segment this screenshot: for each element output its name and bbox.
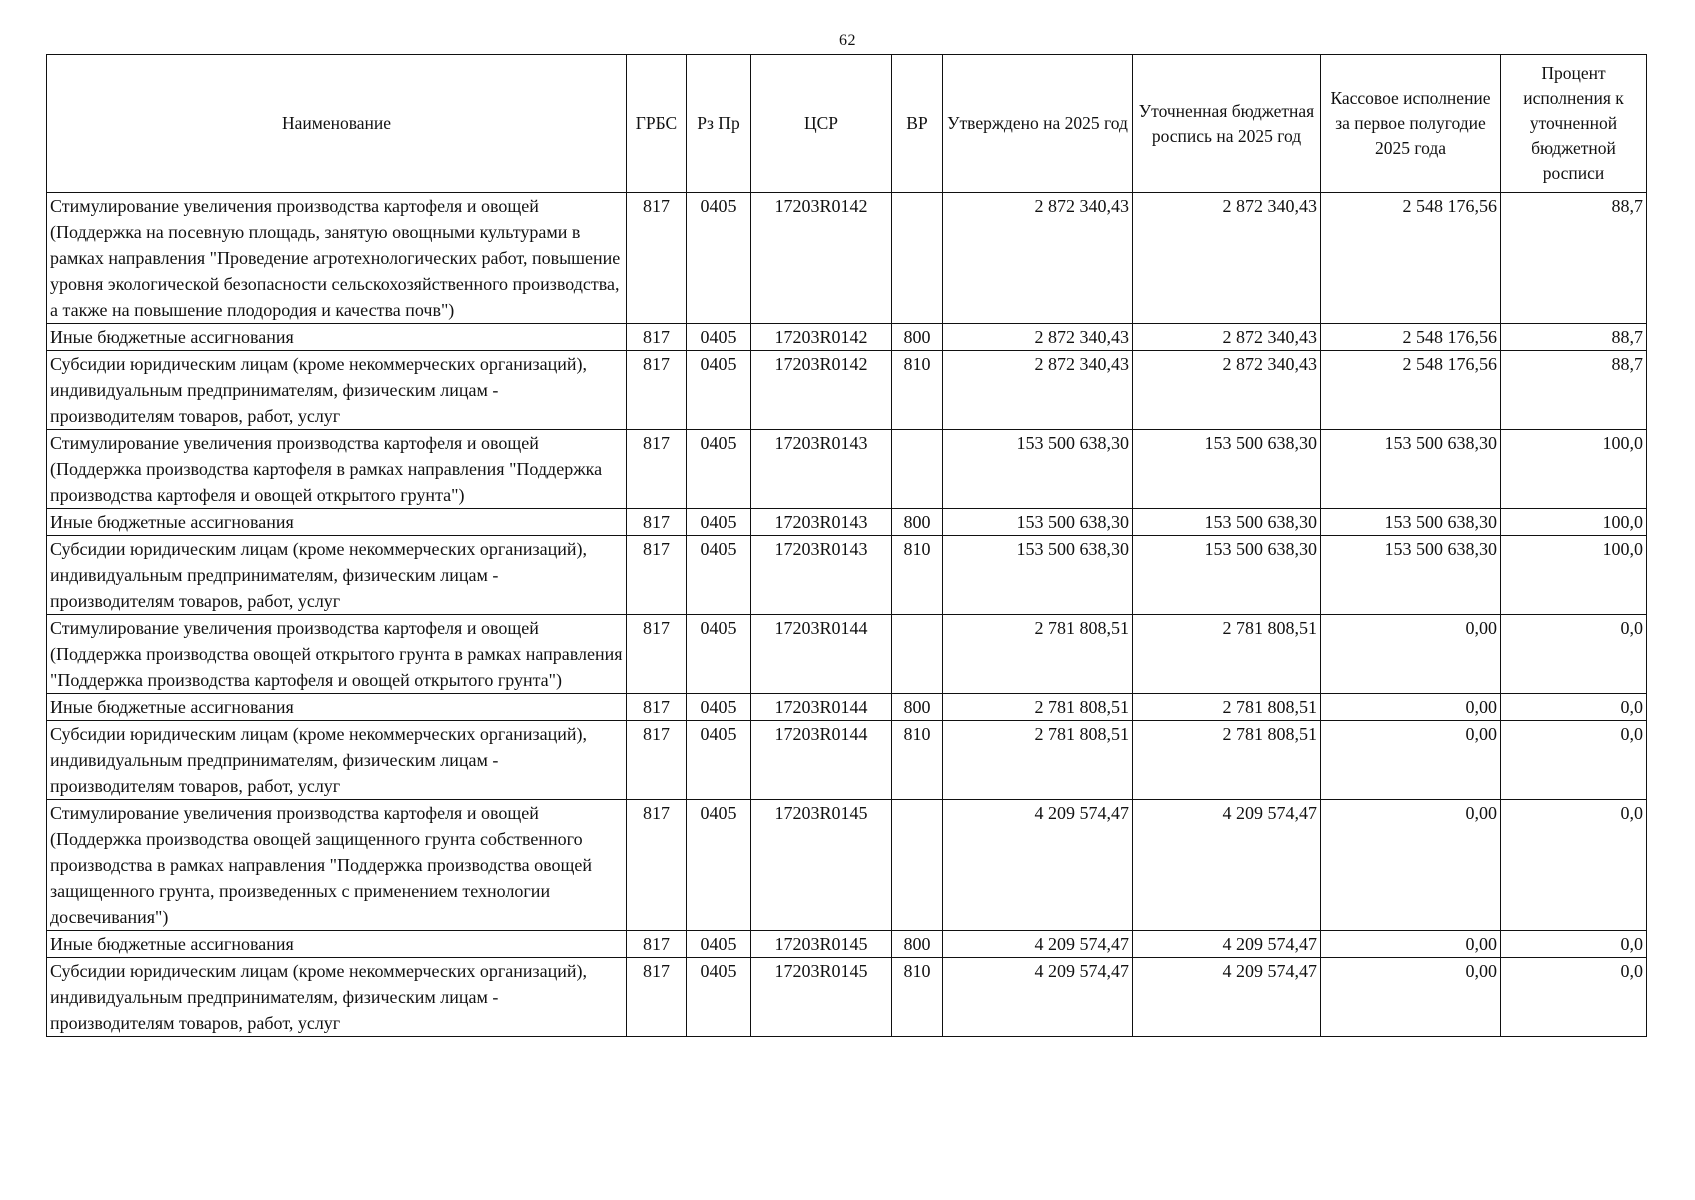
row-rzpr: 0405 <box>687 931 751 958</box>
row-percent: 88,7 <box>1501 324 1647 351</box>
row-vr: 800 <box>892 509 943 536</box>
row-cash: 0,00 <box>1321 694 1501 721</box>
row-refined: 2 872 340,43 <box>1133 351 1321 430</box>
row-percent: 100,0 <box>1501 509 1647 536</box>
row-vr: 800 <box>892 931 943 958</box>
row-refined: 2 781 808,51 <box>1133 694 1321 721</box>
row-name: Субсидии юридическим лицам (кроме некоммерческих организаций), индивидуальным предпринимателям, физическим лицам - производителям товаров, работ, услуг <box>47 536 627 615</box>
row-grbs: 817 <box>627 509 687 536</box>
row-approved: 2 781 808,51 <box>943 694 1133 721</box>
row-grbs: 817 <box>627 324 687 351</box>
row-name: Стимулирование увеличения производства картофеля и овощей (Поддержка на посевную площадь, занятую овощными культурами в рамках направления "Проведение агротехнологических работ, повышение уровня экологической безопасности сельскохозяйственного производства, а также на повышение плодородия и качества почв") <box>47 193 627 324</box>
row-percent: 0,0 <box>1501 958 1647 1037</box>
row-name: Иные бюджетные ассигнования <box>47 324 627 351</box>
row-refined: 153 500 638,30 <box>1133 509 1321 536</box>
row-percent: 100,0 <box>1501 536 1647 615</box>
row-refined: 153 500 638,30 <box>1133 536 1321 615</box>
row-approved: 153 500 638,30 <box>943 430 1133 509</box>
row-approved: 2 781 808,51 <box>943 721 1133 800</box>
row-cash: 0,00 <box>1321 931 1501 958</box>
row-percent: 0,0 <box>1501 615 1647 694</box>
budget-table <box>46 54 1647 1037</box>
row-approved: 2 872 340,43 <box>943 324 1133 351</box>
row-vr <box>892 800 943 931</box>
row-approved: 2 872 340,43 <box>943 193 1133 324</box>
row-csr: 17203R0143 <box>751 509 892 536</box>
row-refined: 4 209 574,47 <box>1133 958 1321 1037</box>
header-cash: Кассовое исполнение за первое полугодие 2025 года <box>1321 55 1501 193</box>
row-grbs: 817 <box>627 958 687 1037</box>
row-cash: 0,00 <box>1321 615 1501 694</box>
row-vr: 800 <box>892 324 943 351</box>
row-csr: 17203R0143 <box>751 430 892 509</box>
row-percent: 88,7 <box>1501 193 1647 324</box>
row-cash: 2 548 176,56 <box>1321 193 1501 324</box>
header-name: Наименование <box>47 55 627 193</box>
row-percent: 0,0 <box>1501 931 1647 958</box>
row-name: Стимулирование увеличения производства картофеля и овощей (Поддержка производства овощей открытого грунта в рамках направления "Поддержка производства картофеля и овощей открытого грунта") <box>47 615 627 694</box>
row-grbs: 817 <box>627 615 687 694</box>
row-cash: 2 548 176,56 <box>1321 324 1501 351</box>
row-name: Субсидии юридическим лицам (кроме некоммерческих организаций), индивидуальным предпринимателям, физическим лицам - производителям товаров, работ, услуг <box>47 958 627 1037</box>
header-csr: ЦСР <box>751 55 892 193</box>
row-grbs: 817 <box>627 800 687 931</box>
table-row <box>47 800 1647 931</box>
row-percent: 88,7 <box>1501 351 1647 430</box>
table-row <box>47 509 1647 536</box>
header-refined: Уточненная бюджетная роспись на 2025 год <box>1133 55 1321 193</box>
row-csr: 17203R0142 <box>751 324 892 351</box>
row-percent: 0,0 <box>1501 721 1647 800</box>
table-row <box>47 430 1647 509</box>
row-refined: 153 500 638,30 <box>1133 430 1321 509</box>
header-approved: Утверждено на 2025 год <box>943 55 1133 193</box>
row-cash: 153 500 638,30 <box>1321 430 1501 509</box>
header-rzpr: Рз Пр <box>687 55 751 193</box>
table-row <box>47 324 1647 351</box>
row-cash: 0,00 <box>1321 958 1501 1037</box>
row-name: Иные бюджетные ассигнования <box>47 509 627 536</box>
row-csr: 17203R0145 <box>751 800 892 931</box>
row-csr: 17203R0142 <box>751 193 892 324</box>
row-vr: 800 <box>892 694 943 721</box>
row-vr <box>892 615 943 694</box>
row-name: Иные бюджетные ассигнования <box>47 931 627 958</box>
row-csr: 17203R0143 <box>751 536 892 615</box>
row-approved: 2 781 808,51 <box>943 615 1133 694</box>
row-vr <box>892 193 943 324</box>
row-name: Иные бюджетные ассигнования <box>47 694 627 721</box>
table-header-row <box>47 55 1647 193</box>
row-rzpr: 0405 <box>687 721 751 800</box>
row-rzpr: 0405 <box>687 509 751 536</box>
row-cash: 2 548 176,56 <box>1321 351 1501 430</box>
row-grbs: 817 <box>627 694 687 721</box>
row-csr: 17203R0142 <box>751 351 892 430</box>
row-vr <box>892 430 943 509</box>
row-refined: 2 781 808,51 <box>1133 615 1321 694</box>
row-grbs: 817 <box>627 931 687 958</box>
row-csr: 17203R0145 <box>751 931 892 958</box>
row-approved: 2 872 340,43 <box>943 351 1133 430</box>
row-percent: 0,0 <box>1501 800 1647 931</box>
row-name: Субсидии юридическим лицам (кроме некоммерческих организаций), индивидуальным предпринимателям, физическим лицам - производителям товаров, работ, услуг <box>47 721 627 800</box>
table-row <box>47 931 1647 958</box>
row-percent: 0,0 <box>1501 694 1647 721</box>
table-row <box>47 694 1647 721</box>
row-rzpr: 0405 <box>687 430 751 509</box>
row-approved: 4 209 574,47 <box>943 931 1133 958</box>
row-csr: 17203R0145 <box>751 958 892 1037</box>
row-approved: 4 209 574,47 <box>943 958 1133 1037</box>
row-grbs: 817 <box>627 536 687 615</box>
row-approved: 4 209 574,47 <box>943 800 1133 931</box>
row-cash: 153 500 638,30 <box>1321 509 1501 536</box>
row-percent: 100,0 <box>1501 430 1647 509</box>
row-csr: 17203R0144 <box>751 721 892 800</box>
row-rzpr: 0405 <box>687 324 751 351</box>
row-rzpr: 0405 <box>687 694 751 721</box>
row-rzpr: 0405 <box>687 536 751 615</box>
row-cash: 153 500 638,30 <box>1321 536 1501 615</box>
header-grbs: ГРБС <box>627 55 687 193</box>
row-grbs: 817 <box>627 351 687 430</box>
row-name: Стимулирование увеличения производства картофеля и овощей (Поддержка производства овощей защищенного грунта собственного производства в рамках направления "Поддержка производства овощей защищенного грунта, произведенных с применением технологии досвечивания") <box>47 800 627 931</box>
row-vr: 810 <box>892 351 943 430</box>
page-number: 62 <box>839 32 856 49</box>
table-row <box>47 958 1647 1037</box>
row-vr: 810 <box>892 721 943 800</box>
row-rzpr: 0405 <box>687 800 751 931</box>
row-rzpr: 0405 <box>687 615 751 694</box>
row-csr: 17203R0144 <box>751 615 892 694</box>
row-csr: 17203R0144 <box>751 694 892 721</box>
header-percent: Процент исполнения к уточненной бюджетной росписи <box>1501 55 1647 193</box>
row-rzpr: 0405 <box>687 193 751 324</box>
row-name: Субсидии юридическим лицам (кроме некоммерческих организаций), индивидуальным предпринимателям, физическим лицам - производителям товаров, работ, услуг <box>47 351 627 430</box>
row-refined: 2 781 808,51 <box>1133 721 1321 800</box>
row-grbs: 817 <box>627 430 687 509</box>
row-vr: 810 <box>892 536 943 615</box>
row-vr: 810 <box>892 958 943 1037</box>
table-row <box>47 721 1647 800</box>
row-refined: 2 872 340,43 <box>1133 324 1321 351</box>
table-row <box>47 351 1647 430</box>
row-cash: 0,00 <box>1321 800 1501 931</box>
row-grbs: 817 <box>627 193 687 324</box>
row-rzpr: 0405 <box>687 958 751 1037</box>
row-refined: 4 209 574,47 <box>1133 931 1321 958</box>
row-name: Стимулирование увеличения производства картофеля и овощей (Поддержка производства картофеля в рамках направления "Поддержка производства картофеля и овощей открытого грунта") <box>47 430 627 509</box>
table-row <box>47 536 1647 615</box>
header-vr: ВР <box>892 55 943 193</box>
row-approved: 153 500 638,30 <box>943 509 1133 536</box>
table-row <box>47 615 1647 694</box>
row-cash: 0,00 <box>1321 721 1501 800</box>
row-refined: 2 872 340,43 <box>1133 193 1321 324</box>
row-grbs: 817 <box>627 721 687 800</box>
table-row <box>47 193 1647 324</box>
row-rzpr: 0405 <box>687 351 751 430</box>
row-approved: 153 500 638,30 <box>943 536 1133 615</box>
row-refined: 4 209 574,47 <box>1133 800 1321 931</box>
